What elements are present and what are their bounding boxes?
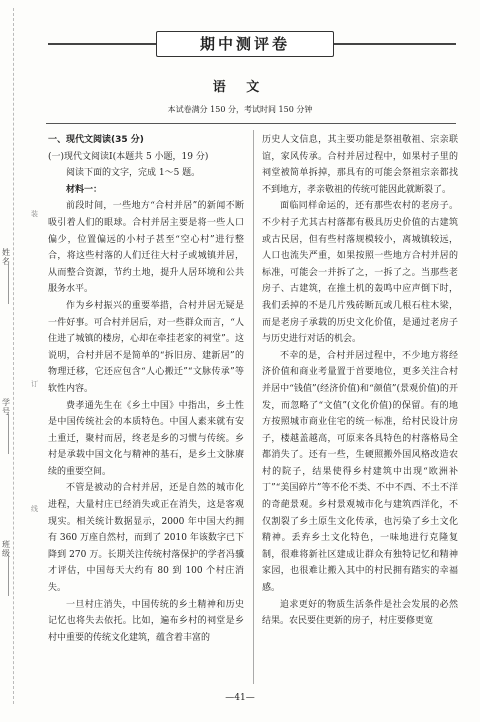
cut-mark-2: 订 [31,380,38,388]
student-id-label: 学号 [2,398,10,416]
class-label: 班级 [2,540,10,558]
paragraph: 追求更好的物质生活条件是社会发展的必然结果。农民要住更新的房子，村庄要修更宽 [262,599,458,627]
student-id-field[interactable] [4,412,14,454]
instruction: 阅读下面的文字，完成 1～5 题。 [66,168,201,179]
section-heading: 一、现代文阅读(35 分) [48,135,144,145]
cut-mark-3: 线 [31,505,38,513]
column-divider [253,130,254,684]
right-column [262,132,458,630]
name-field[interactable] [4,262,14,304]
paragraph: 费孝通先生在《乡土中国》中指出，乡土性是中国传统社会的本质特色。中国人素来就有安土重迁，聚村而居，终老是乡的习惯与传统。乡村是承载中国文化与精神的基石，是乡土文脉赓续的重要空间。 [48,400,244,477]
class-field[interactable] [4,554,14,596]
exam-title-box [156,31,334,57]
paragraph: 面临同样命运的，还有那些农村的老房子。不少村子尤其古村落都有极具历史价值的古建筑或古民居，但有些村落规模较小，离城镇较远，人口也流失严重，如果按照一些地方合村并居的标准，可能会一并拆了之，一拆了之。当那些老房子、古建筑，在推土机的轰鸣中应声倒下时，我们丢掉的不是几片残砖断瓦或几根石柱木梁，而是老房子承载的历史文化价值，是通过老房子与历史进行对话的机会。 [262,201,458,345]
subject-title: 语 文 [212,80,268,95]
left-column [48,132,244,646]
paragraph: 历史人文信息，其主要功能是祭祖敬祖、宗亲联谊，家风传承。合村并居过程中，如果村子里的祠堂被简单拆掉，那具有的可能会祭祖宗亲都找不到地方，孝亲敬祖的传统可能因此就断裂了。 [262,135,458,195]
paragraph: 一旦村庄消失，中国传统的乡土精神和历史记忆也将失去依托。比如，遍布乡村的祠堂是乡村中重要的传统文化建筑，蕴含着丰富的 [48,599,244,643]
cut-mark-1: 装 [31,210,38,218]
title-rule-right [332,43,456,45]
page-number: —41— [225,693,255,703]
header-divider [46,123,456,124]
title-rule-left [48,43,156,45]
material-label: 材料一： [66,184,103,195]
exam-title: 期中测评卷 [199,35,290,53]
subsection-heading: (一)现代文阅读Ⅰ(本题共 5 小题，19 分) [48,151,209,162]
exam-info: 本试卷满分 150 分，考试时间 150 分钟 [167,105,313,114]
name-label: 姓名 [2,248,10,266]
paragraph: 前段时间，一些地方“合村并居”的新闻不断吸引着人们的眼球。合村并居主要是将一些人口偏少，位置偏远的小村子甚至“空心村”进行整合，将这些村落的人们迁往大村子或城镇并居，从而整合资源，节约土地，提升人居环境和公共服务水平。 [48,201,244,295]
paragraph: 不管是被动的合村并居，还是自然的城市化进程，大量村庄已经消失或正在消失，这是客观现实。相关统计数据显示，2000 年中国大约拥有 360 万座自然村，而到了 2010 年该数字已下降到 270 万。长期关注传统村落保护的学者冯骥才评估，中国每天大约有 80 到 100 个村庄消失。 [48,483,244,594]
paragraph: 不幸的是，合村并居过程中，不少地方将经济价值和商业考量置于首要地位，更多关注合村并居中“钱值”(经济价值)和“颜值”(景观价值)的开发，而忽略了“文值”(文化价值)的保留。有的地方按照城市商业住宅的统一标准，给村民设计房子，楼越盖越高，可原来各具特色的村落格局全都消失了。还有一些，生硬照搬外国风格改造农村的院子，结果使得乡村建筑中出现“欧洲补丁”“美国碎片”等不伦不类、不中不西、不土不洋的奇葩景观。乡村景观城市化与建筑西洋化，不仅割裂了乡土原生文化传承，也污染了乡土文化精神。丢弃乡土文化特色，一味地进行克隆复制，很难将新社区建成让群众有独特记忆和精神家园，也很难让搬入其中的村民拥有踏实的幸福感。 [262,350,458,594]
paragraph: 作为乡村振兴的重要举措，合村并居无疑是一件好事。可合村并居后，对一些群众而言，“人住进了城镇的楼房，心却在牵挂老家的祠堂”。这说明，合村并居不是简单的“拆旧房、建新居”的物理迁移，它还应包含“人心搬迁”“文脉传承”等软性内容。 [48,300,244,394]
